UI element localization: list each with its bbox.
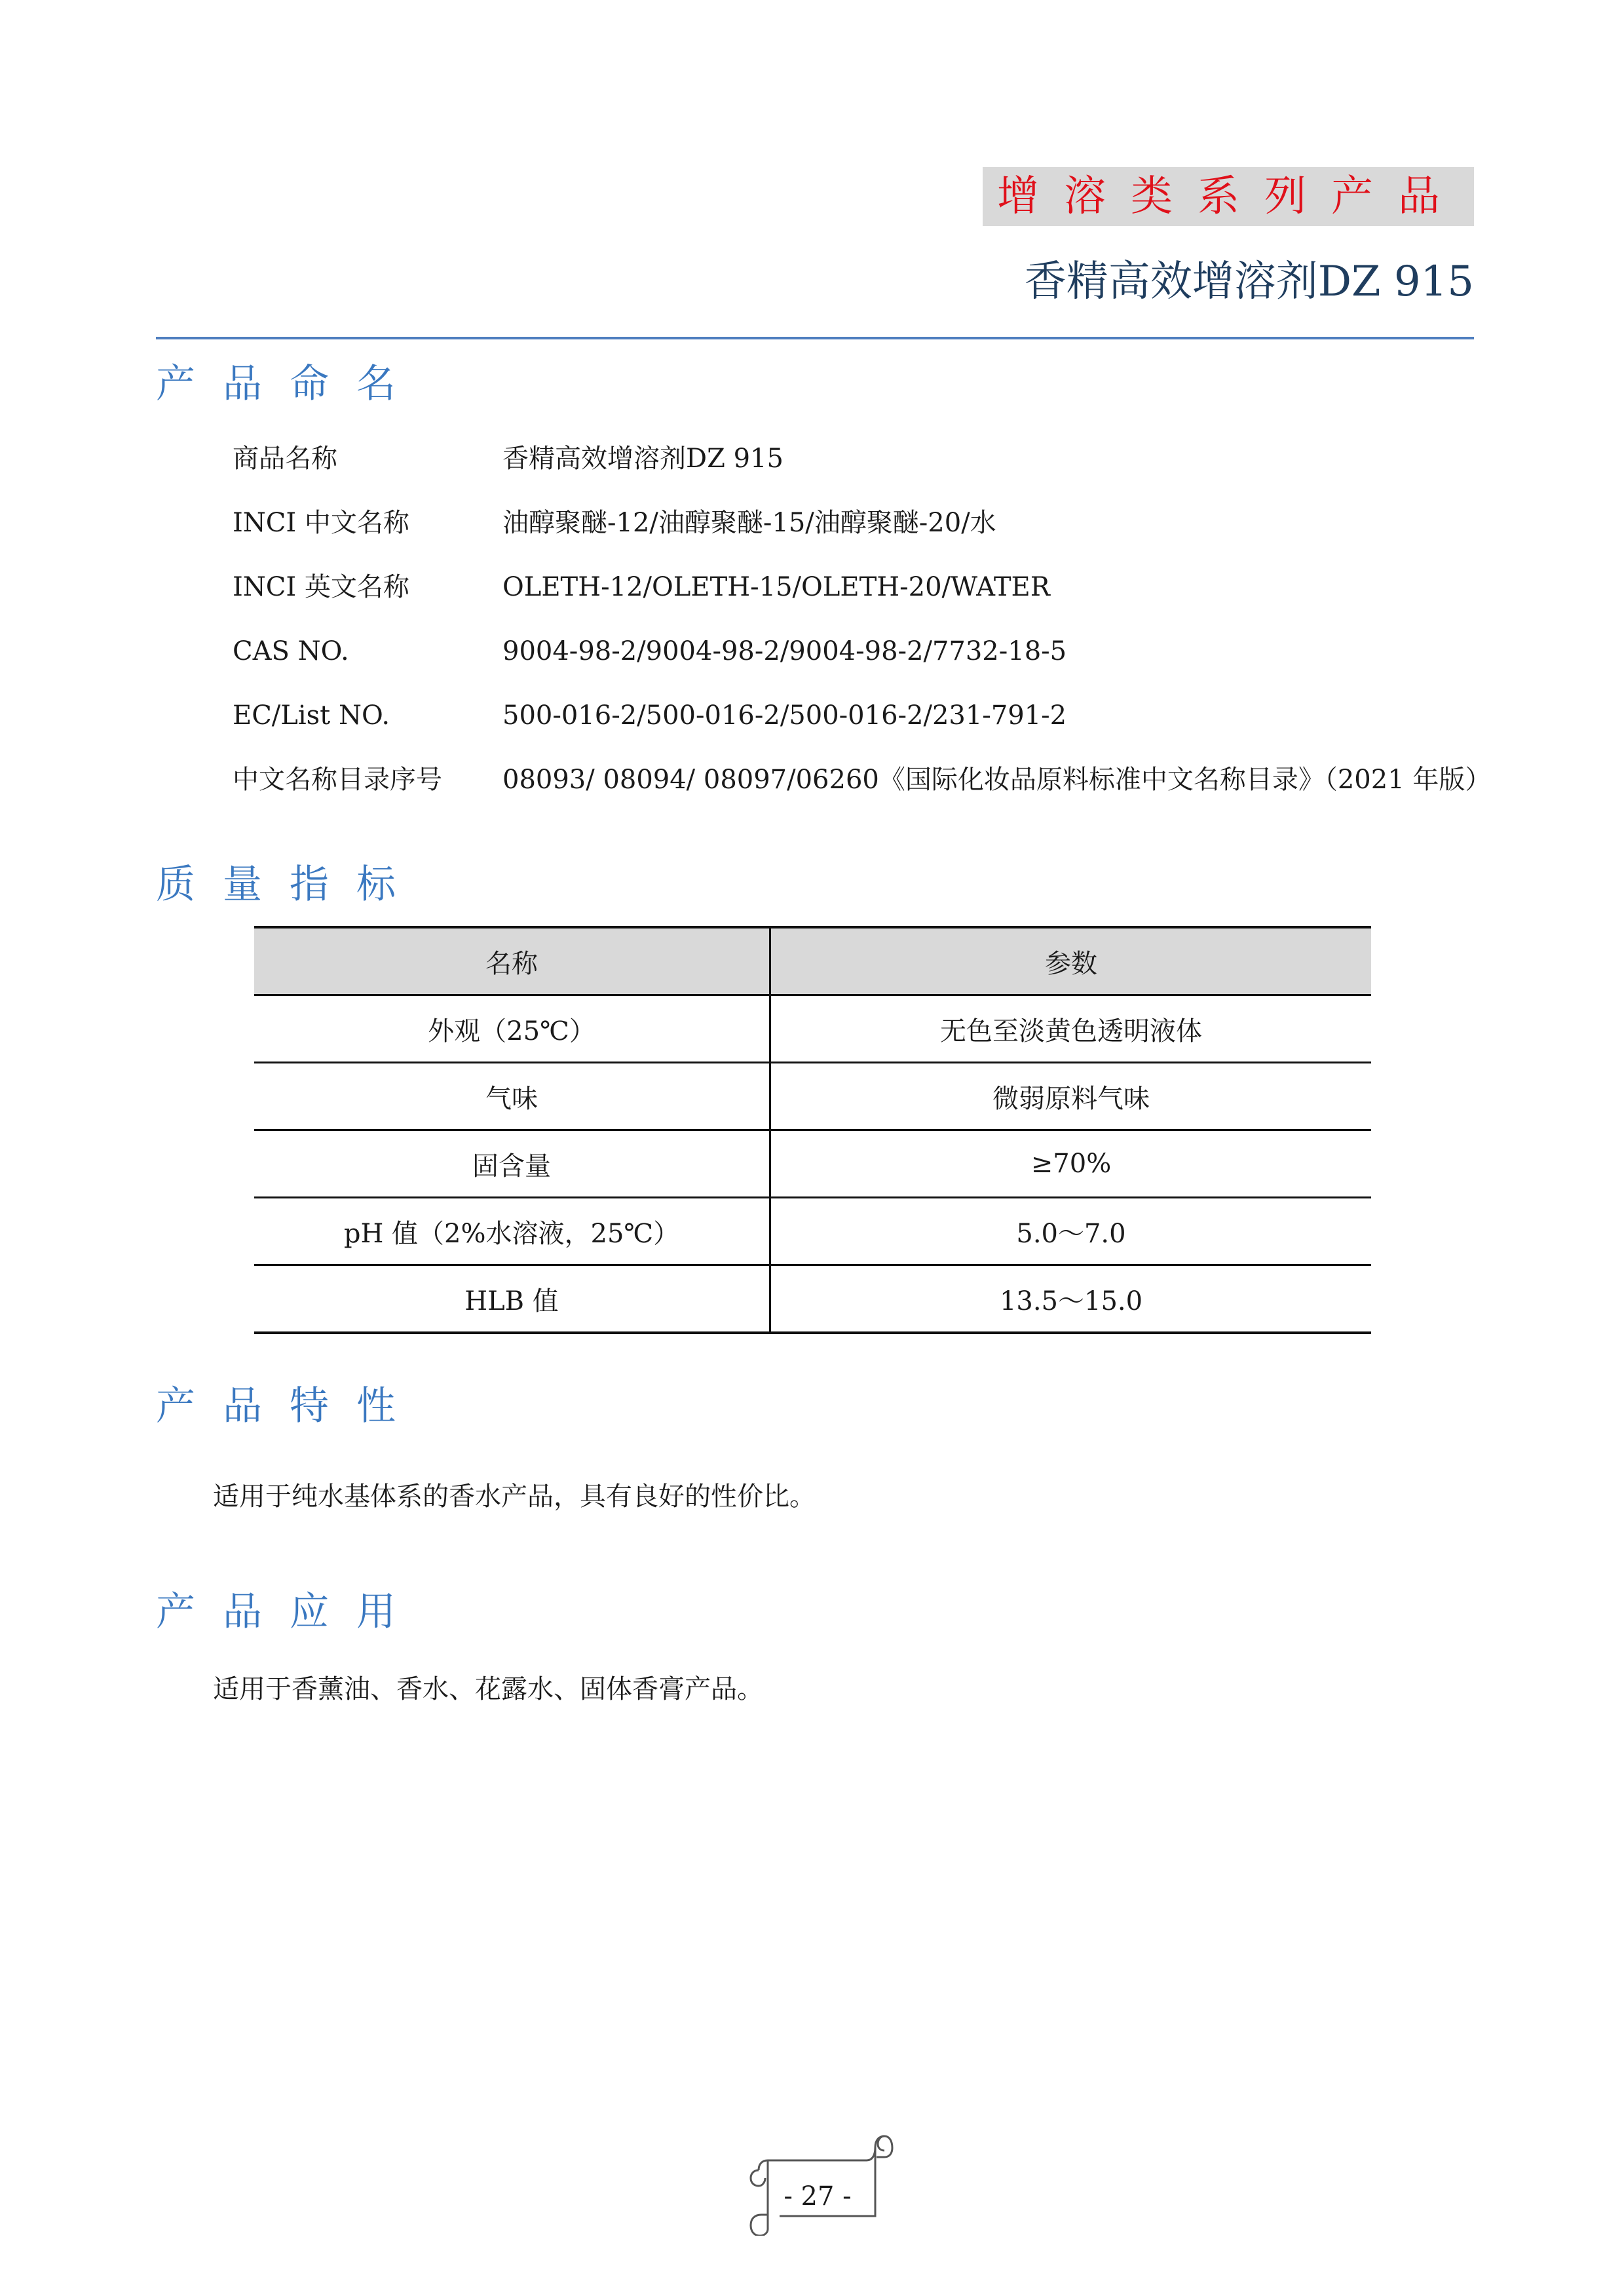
spec-name-cell: 气味	[254, 1063, 770, 1130]
title-divider	[156, 337, 1474, 339]
naming-value: 08093/ 08094/ 08097/06260《国际化妆品原料标准中文名称目录》（2021 年版）	[502, 765, 1492, 795]
naming-label: 中文名称目录序号	[233, 765, 442, 795]
application-text: 适用于香薰油、香水、花露水、固体香膏产品。	[213, 1674, 763, 1704]
spec-name-cell: HLB 值	[254, 1265, 770, 1333]
spec-value-cell: 无色至淡黄色透明液体	[770, 995, 1372, 1063]
features-text: 适用于纯水基体系的香水产品，具有良好的性价比。	[213, 1482, 816, 1512]
spec-value-cell: ≥70%	[770, 1130, 1372, 1198]
table-row	[254, 1265, 1371, 1333]
page-number-scroll	[739, 2118, 896, 2236]
section-heading-naming: 产品命名	[156, 361, 423, 407]
naming-value: 香精高效增溶剂DZ 915	[502, 444, 784, 474]
series-tag: 增溶类系列产品	[983, 167, 1474, 226]
spec-value-cell: 微弱原料气味	[770, 1063, 1372, 1130]
naming-value: 油醇聚醚-12/油醇聚醚-15/油醇聚醚-20/水	[502, 508, 996, 538]
scroll-icon	[739, 2118, 896, 2236]
spec-name-cell: 外观（25℃）	[254, 995, 770, 1063]
table-header-row	[254, 927, 1371, 995]
spec-value-cell: 13.5～15.0	[770, 1265, 1372, 1333]
section-heading-features: 产品特性	[156, 1383, 423, 1429]
table-row	[254, 1130, 1371, 1198]
table-row	[254, 1063, 1371, 1130]
spec-name-cell: pH 值（2%水溶液，25℃）	[254, 1198, 770, 1265]
naming-label: INCI 中文名称	[233, 508, 409, 538]
product-title: 香精高效增溶剂DZ 915	[1024, 258, 1474, 306]
page-number: - 27 -	[784, 2181, 852, 2211]
quality-spec-table	[254, 926, 1371, 1334]
naming-label: INCI 英文名称	[233, 572, 409, 602]
table-row	[254, 995, 1371, 1063]
naming-label: EC/List NO.	[233, 700, 390, 731]
column-header-name: 名称	[254, 927, 770, 995]
section-heading-application: 产品应用	[156, 1589, 423, 1635]
naming-value: OLETH-12/OLETH-15/OLETH-20/WATER	[502, 572, 1050, 602]
table-row	[254, 1198, 1371, 1265]
naming-value: 9004-98-2/9004-98-2/9004-98-2/7732-18-5	[502, 636, 1067, 666]
column-header-param: 参数	[770, 927, 1372, 995]
naming-label: CAS NO.	[233, 636, 349, 666]
spec-name-cell: 固含量	[254, 1130, 770, 1198]
spec-value-cell: 5.0～7.0	[770, 1198, 1372, 1265]
naming-value: 500-016-2/500-016-2/500-016-2/231-791-2	[502, 700, 1067, 731]
naming-label: 商品名称	[233, 444, 337, 474]
section-heading-quality: 质量指标	[156, 862, 423, 908]
